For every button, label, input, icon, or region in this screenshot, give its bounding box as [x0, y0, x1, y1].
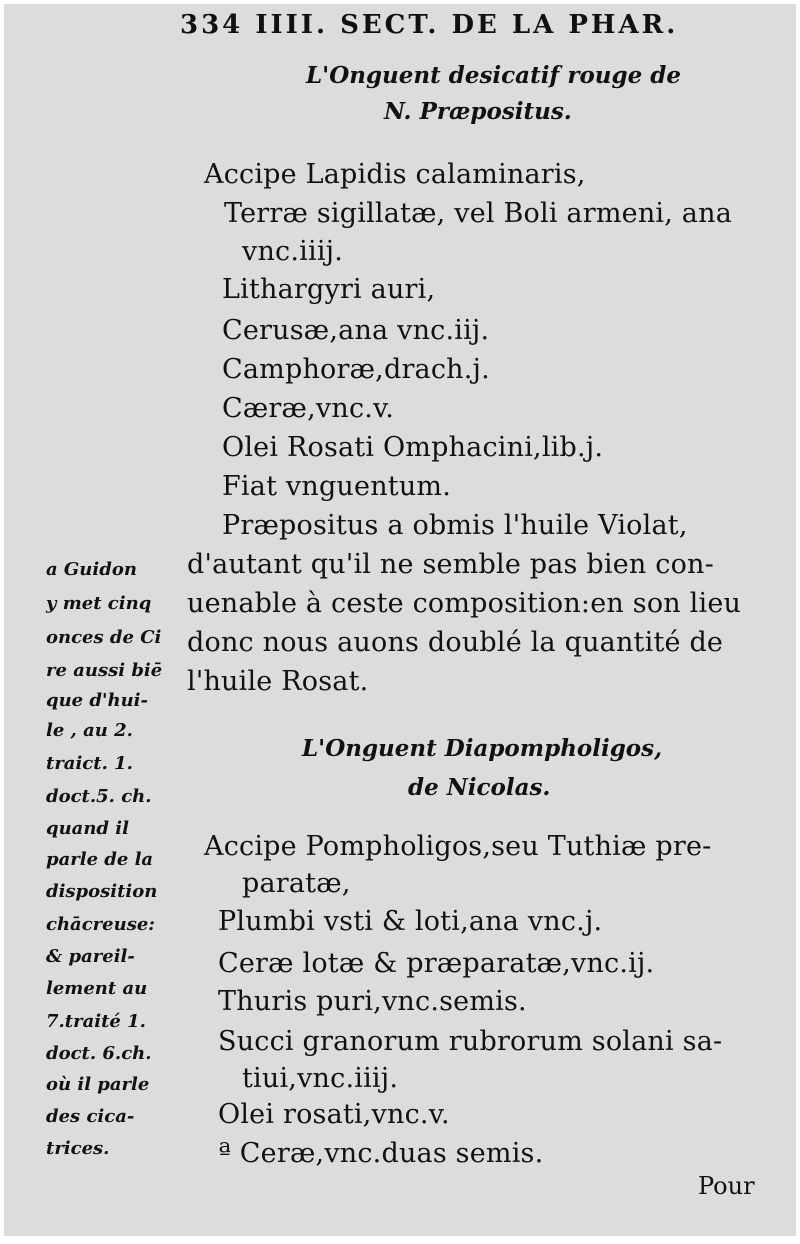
recipe-2-line-1: Accipe Pompholigos,seu Tuthiæ pre-	[204, 831, 712, 862]
recipe-1-line-13: donc nous auons doublé la quantité de	[187, 627, 724, 658]
margin-note-line-12: chācreuse:	[46, 914, 155, 935]
margin-note-line-7: traict. 1.	[46, 753, 133, 774]
recipe-1-title-line-1: L'Onguent desicatif rouge de	[306, 62, 681, 89]
margin-note-line-2: y met cinq	[46, 593, 152, 614]
recipe-2-line-4: Ceræ lotæ & præparatæ,vnc.ij.	[218, 948, 655, 979]
recipe-2-line-8: Olei rosati,vnc.v.	[218, 1099, 450, 1130]
recipe-1-line-1: Accipe Lapidis calaminaris,	[204, 159, 586, 190]
recipe-1-line-6: Camphoræ,drach.j.	[222, 354, 490, 385]
margin-note-line-19: trices.	[46, 1138, 110, 1159]
recipe-1-line-4: Lithargyri auri,	[222, 274, 436, 305]
recipe-2-line-3: Plumbi vsti & loti,ana vnc.j.	[218, 906, 603, 937]
margin-note-line-5: que d'hui-	[46, 690, 148, 711]
recipe-1-line-9: Fiat vnguentum.	[222, 471, 452, 502]
recipe-2-title-line-2: de Nicolas.	[408, 774, 551, 801]
margin-note-line-9: quand il	[46, 818, 129, 839]
margin-note-line-13: & pareil-	[46, 946, 135, 967]
margin-note-line-3: onces de Ci	[46, 627, 162, 648]
recipe-1-line-12: uenable à ceste composition:en son lieu	[187, 588, 742, 619]
recipe-1-line-14: l'huile Rosat.	[187, 666, 369, 697]
recipe-2-line-2: paratæ,	[242, 868, 351, 899]
margin-note-line-10: parle de la	[46, 849, 154, 870]
margin-note-line-16: doct. 6.ch.	[46, 1043, 152, 1064]
recipe-1-title-line-2: N. Præpositus.	[384, 98, 572, 125]
margin-note-line-8: doct.5. ch.	[46, 786, 152, 807]
recipe-2-line-9: ª Ceræ,vnc.duas semis.	[218, 1138, 544, 1169]
margin-note-line-18: des cica-	[46, 1106, 135, 1127]
recipe-1-line-8: Olei Rosati Omphacini,lib.j.	[222, 432, 604, 463]
recipe-2-title-line-1: L'Onguent Diapompholigos,	[302, 735, 663, 762]
recipe-1-line-10: Præpositus a obmis l'huile Violat,	[222, 510, 688, 541]
margin-note-line-1: a Guidon	[46, 559, 137, 580]
margin-note-line-17: où il parle	[46, 1074, 150, 1095]
running-head: 334 IIII. SECT. DE LA PHAR.	[180, 10, 679, 40]
recipe-1-line-3: vnc.iiij.	[242, 236, 344, 267]
catchword: Pour	[698, 1172, 755, 1200]
recipe-2-line-7: tiui,vnc.iiij.	[242, 1063, 399, 1094]
recipe-1-line-11: d'autant qu'il ne semble pas bien con-	[187, 549, 714, 580]
margin-note-line-15: 7.traité 1.	[46, 1011, 146, 1032]
margin-note-line-14: lement au	[46, 978, 148, 999]
recipe-1-line-5: Cerusæ,ana vnc.iij.	[222, 315, 490, 346]
recipe-2-line-5: Thuris puri,vnc.semis.	[218, 986, 527, 1017]
margin-note-line-4: re aussi biē	[46, 660, 163, 681]
recipe-1-line-7: Cæræ,vnc.v.	[222, 393, 395, 424]
book-page	[4, 4, 796, 1236]
recipe-1-line-2: Terræ sigillatæ, vel Boli armeni, ana	[224, 198, 732, 229]
margin-note-line-6: le , au 2.	[46, 720, 133, 741]
margin-note-line-11: disposition	[46, 881, 158, 902]
recipe-2-line-6: Succi granorum rubrorum solani sa-	[218, 1026, 723, 1057]
